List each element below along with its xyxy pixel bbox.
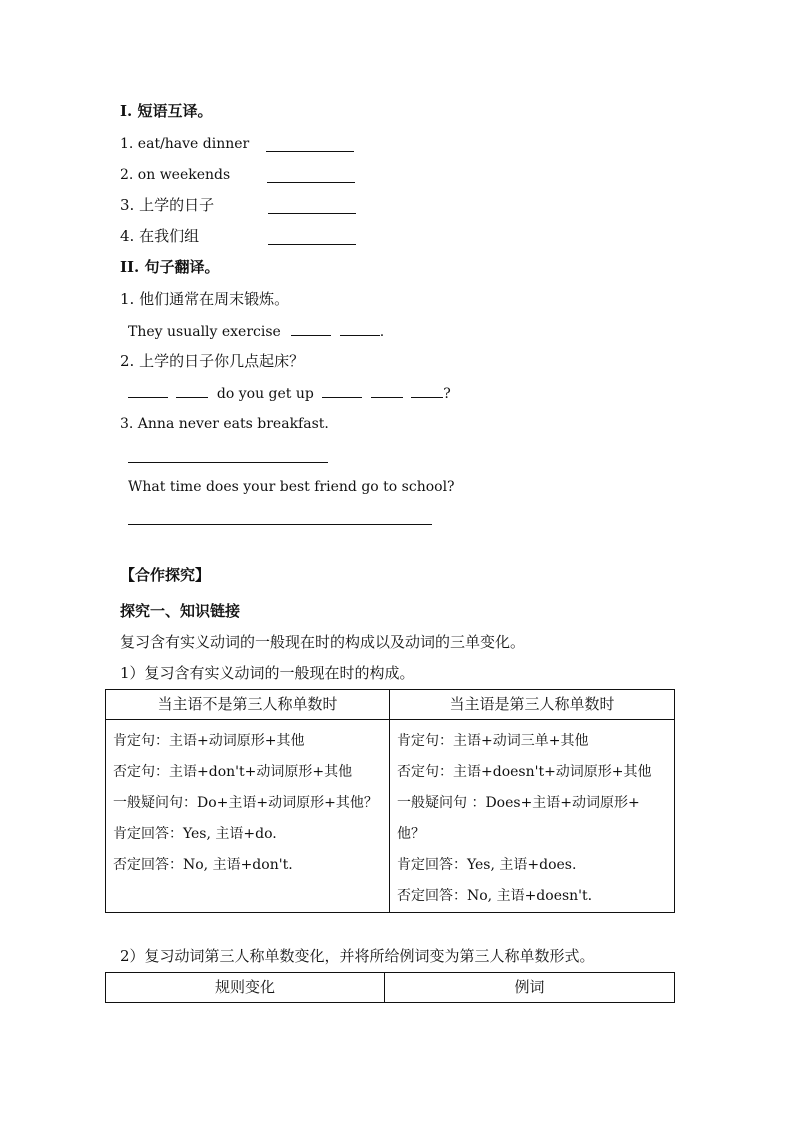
table1-right-line: 否定回答：No, 主语+doesn't. bbox=[397, 888, 593, 904]
q1-blank-1[interactable] bbox=[291, 321, 331, 336]
phrase-item-1: 1. eat/have dinner bbox=[120, 136, 250, 152]
sentence-q1-english: They usually exercise bbox=[128, 324, 281, 340]
phrase-answer-1[interactable] bbox=[266, 151, 354, 152]
phrase-item-3: 3. 上学的日子 bbox=[120, 196, 215, 214]
cooperate-heading: 【合作探究】 bbox=[120, 566, 211, 584]
sentence-q2-prompt: 2. 上学的日子你几点起床？ bbox=[120, 352, 305, 370]
table1-left-cell bbox=[106, 720, 390, 913]
table1-left-line: 否定回答：No, 主语+don't. bbox=[113, 857, 293, 873]
table1-header-non-third: 当主语不是第三人称单数时 bbox=[106, 690, 390, 720]
q1-blank-2[interactable] bbox=[340, 321, 380, 336]
table1-right-cell bbox=[390, 720, 675, 913]
table1-left-line: 肯定回答：Yes, 主语+do. bbox=[113, 826, 277, 842]
table1-right-line: 肯定句：主语+动词三单+其他 bbox=[397, 733, 589, 749]
phrase-item-4: 4. 在我们组 bbox=[120, 227, 200, 245]
section1-heading: I. 短语互译。 bbox=[120, 102, 213, 120]
q4-answer-line[interactable] bbox=[128, 524, 432, 525]
sentence-q2-english: do you get up bbox=[216, 386, 314, 402]
q1-end-punct: . bbox=[379, 324, 385, 340]
q2-end-punct: ? bbox=[443, 386, 451, 402]
table2-header-example: 例词 bbox=[385, 973, 675, 1003]
section2-heading: II. 句子翻译。 bbox=[120, 258, 220, 276]
sentence-q1-prompt: 1. 他们通常在周末锻炼。 bbox=[120, 290, 290, 308]
q2-blank-5[interactable] bbox=[411, 383, 443, 398]
cooperate-item1: 1）复习含有实义动词的一般现在时的构成。 bbox=[120, 664, 415, 682]
sentence-q3-prompt: 3. Anna never eats breakfast. bbox=[120, 416, 329, 432]
table2-header-rule: 规则变化 bbox=[106, 973, 385, 1003]
phrase-item-2: 2. on weekends bbox=[120, 167, 231, 183]
q2-blank-3[interactable] bbox=[322, 383, 362, 398]
phrase-answer-4[interactable] bbox=[268, 244, 356, 245]
phrase-answer-3[interactable] bbox=[268, 213, 356, 214]
table1-header-third: 当主语是第三人称单数时 bbox=[390, 690, 675, 720]
third-person-table bbox=[105, 972, 675, 1003]
phrase-answer-2[interactable] bbox=[267, 182, 355, 183]
sentence-q1-answer-line bbox=[128, 321, 384, 342]
cooperate-subheading: 探究一、知识链接 bbox=[120, 602, 241, 620]
table1-right-line: 否定句：主语+doesn't+动词原形+其他 bbox=[397, 764, 652, 780]
q3-answer-line[interactable] bbox=[128, 462, 328, 463]
table1-right-line: 他？ bbox=[397, 826, 425, 842]
q2-blank-4[interactable] bbox=[371, 383, 403, 398]
table1-right-line: 一般疑问句 ：Does+主语+动词原形+ bbox=[397, 795, 640, 811]
cooperate-item2: 2）复习动词第三人称单数变化，并将所给例词变为第三人称单数形式。 bbox=[120, 947, 595, 965]
table1-right-line: 肯定回答：Yes, 主语+does. bbox=[397, 857, 577, 873]
table1-left-line: 肯定句：主语+动词原形+其他 bbox=[113, 733, 305, 749]
q2-blank-2[interactable] bbox=[176, 383, 208, 398]
tense-structure-table bbox=[105, 689, 675, 913]
cooperate-intro: 复习含有实义动词的一般现在时的构成以及动词的三单变化。 bbox=[120, 633, 526, 651]
q2-blank-1[interactable] bbox=[128, 383, 168, 398]
table1-left-line: 否定句：主语+don't+动词原形+其他 bbox=[113, 764, 353, 780]
sentence-q2-answer-line bbox=[128, 383, 451, 404]
sentence-q4-prompt: What time does your best friend go to school? bbox=[128, 479, 455, 495]
table1-left-line: 一般疑问句：Do+主语+动词原形+其他？ bbox=[113, 795, 378, 811]
